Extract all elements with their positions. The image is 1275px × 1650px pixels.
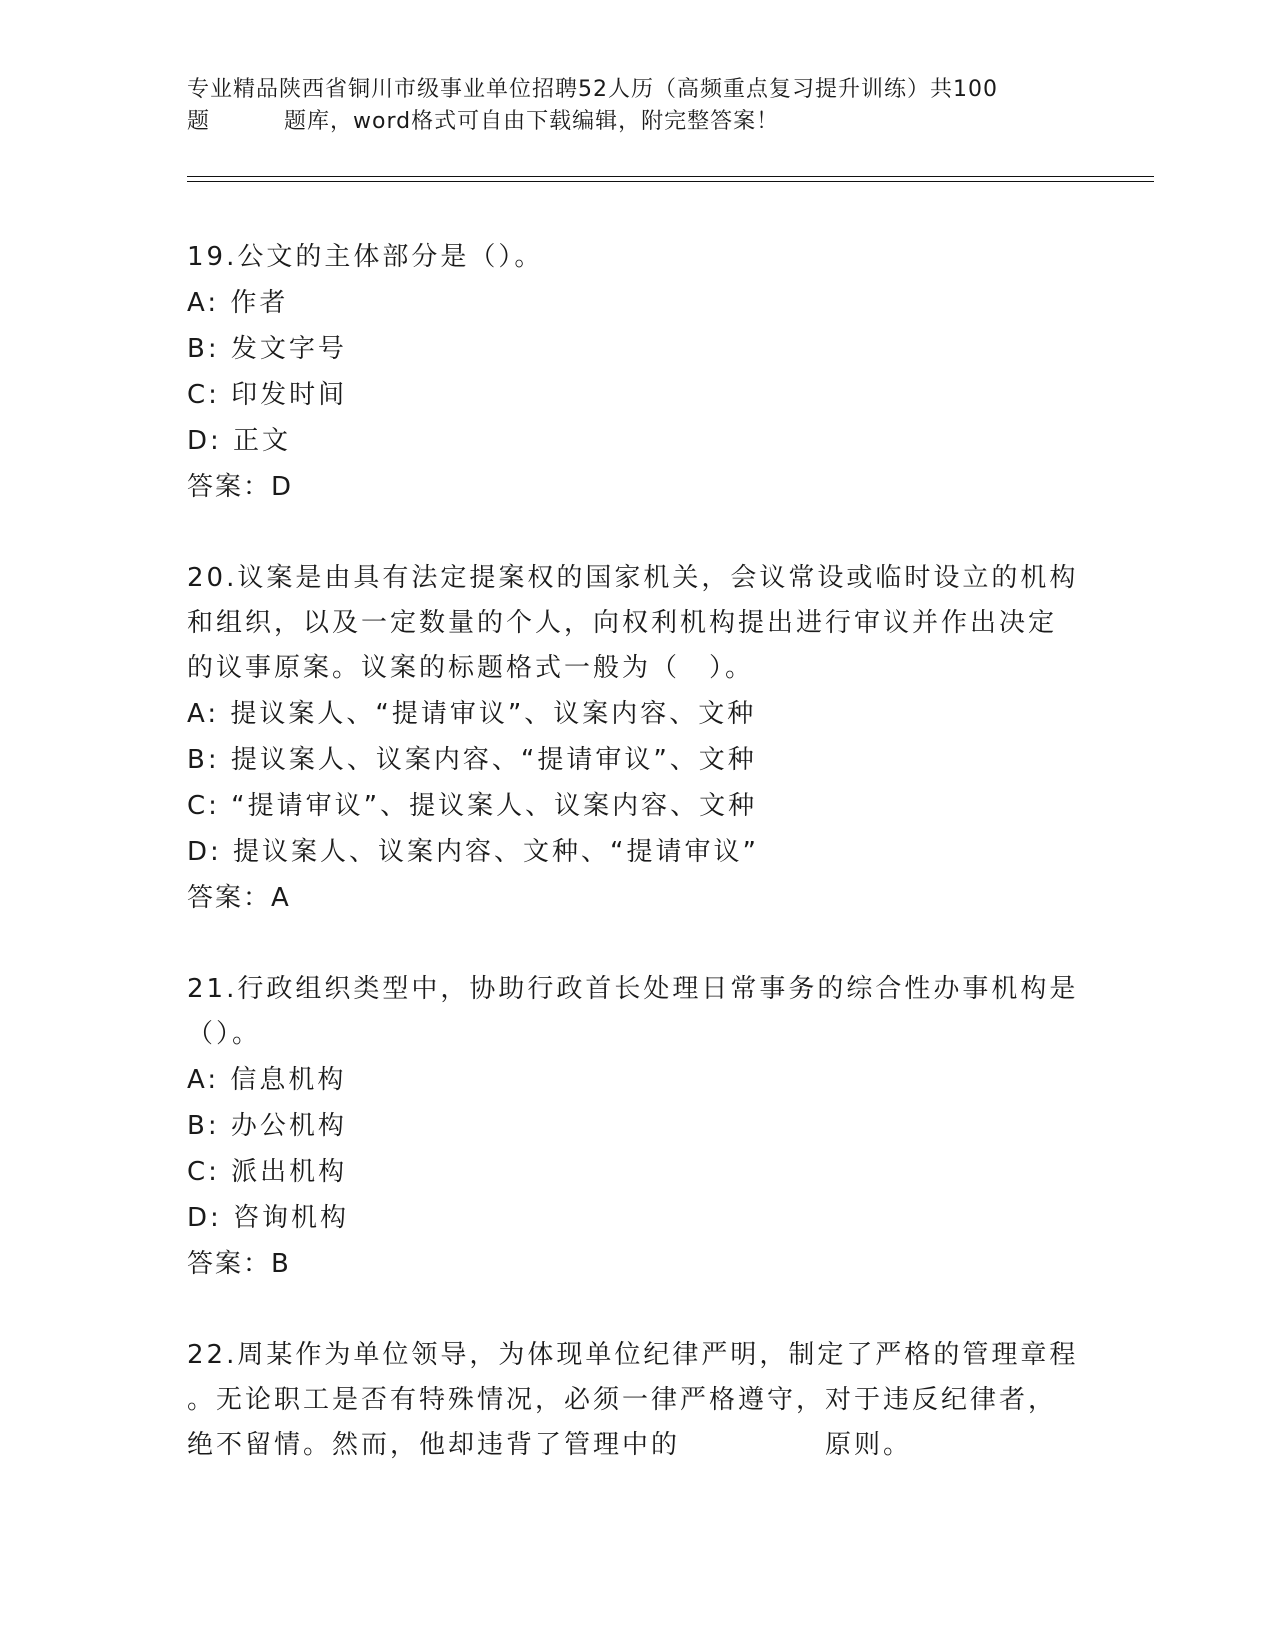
question-text-line-1: 20.议案是由具有法定提案权的国家机关，会议常设或临时设立的机构: [187, 563, 1079, 593]
option-d: D: 提议案人、议案内容、文种、“提请审议”: [187, 837, 759, 867]
question-text-after-blank: 原则。: [825, 1430, 913, 1460]
option-c: C: 印发时间: [187, 380, 348, 410]
option-a: A: 作者: [187, 288, 289, 318]
option-c: C: “提请审议”、提议案人、议案内容、文种: [187, 791, 758, 821]
option-c: C: 派出机构: [187, 1157, 348, 1187]
question-text-line-1: 21.行政组织类型中，协助行政首长处理日常事务的综合性办事机构是: [187, 974, 1079, 1004]
question-text-line-1: 22.周某作为单位领导，为体现单位纪律严明，制定了严格的管理章程: [187, 1340, 1079, 1370]
question-text-line-2: （）。: [187, 1019, 262, 1049]
header-title-fragment: 题: [187, 109, 211, 134]
question-list: [187, 235, 1087, 1514]
answer-label: 答案：A: [187, 883, 291, 913]
question-21: [187, 967, 1087, 1287]
header-title-line-1: 专业精品陕西省铜川市级事业单位招聘52人历（高频重点复习提升训练）共100: [187, 77, 998, 102]
option-a: A: 提议案人、“提请审议”、议案内容、文种: [187, 699, 757, 729]
header-title-line-2: [187, 106, 1087, 138]
question-text-line-3: 的议事原案。议案的标题格式一般为（ ）。: [187, 653, 755, 683]
option-a: A: 信息机构: [187, 1065, 347, 1095]
question-text-before-blank: 绝不留情。然而，他却违背了管理中的: [187, 1430, 681, 1460]
question-text-line-3: [187, 1423, 1087, 1468]
header-divider-top: [187, 176, 1154, 177]
question-22: [187, 1333, 1087, 1468]
header-divider-bottom: [187, 181, 1154, 182]
question-text-line-2: 。无论职工是否有特殊情况，必须一律严格遵守，对于违反纪律者，: [187, 1385, 1058, 1415]
question-text-line-2: 和组织，以及一定数量的个人，向权利机构提出进行审议并作出决定: [187, 608, 1058, 638]
question-19: [187, 235, 1087, 510]
document-header: [187, 74, 1087, 138]
question-20: [187, 556, 1087, 921]
answer-label: 答案：B: [187, 1249, 291, 1279]
header-title-continuation: 题库，word格式可自由下载编辑，附完整答案！: [284, 109, 780, 134]
option-b: B: 提议案人、议案内容、“提请审议”、文种: [187, 745, 757, 775]
option-b: B: 办公机构: [187, 1111, 347, 1141]
answer-label: 答案：D: [187, 472, 294, 502]
option-d: D: 咨询机构: [187, 1203, 350, 1233]
option-b: B: 发文字号: [187, 334, 347, 364]
question-text: 19.公文的主体部分是（）。: [187, 242, 544, 272]
option-d: D: 正文: [187, 426, 292, 456]
